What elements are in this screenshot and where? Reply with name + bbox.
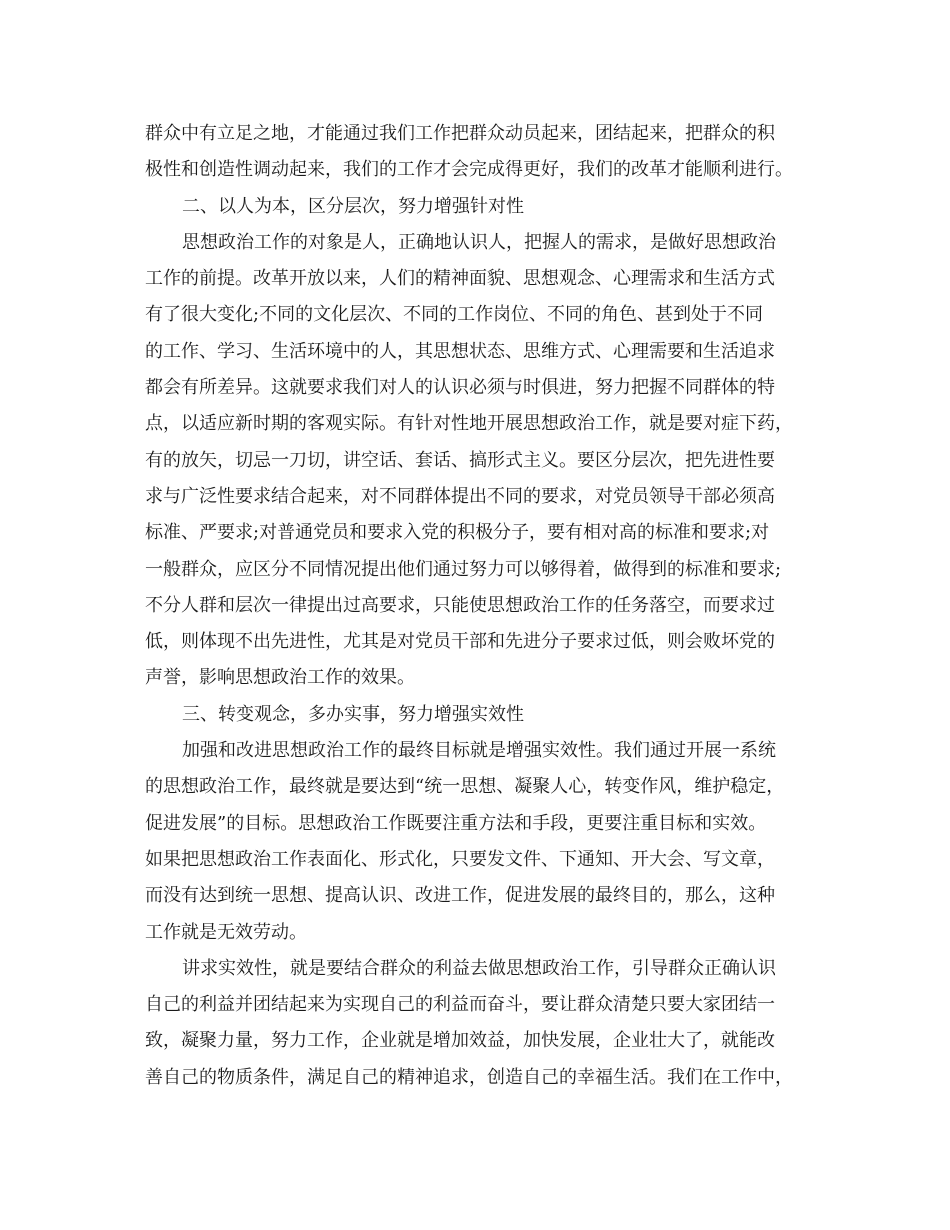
text-line: 二、以人为本，区分层次，努力增强针对性 [182, 195, 524, 217]
text-line: 的工作、学习、生活环境中的人，其思想状态、思维方式、心理需要和生活追求 [145, 340, 775, 362]
text-line: 善自己的物质条件，满足自己的精神追求，创造自己的幸福生活。我们在工作中， [145, 1066, 793, 1088]
text-line: 极性和创造性调动起来，我们的工作才会完成得更好，我们的改革才能顺利进行。 [145, 159, 793, 181]
text-line: 声誉，影响思想政治工作的效果。 [145, 667, 415, 689]
text-line: 三、转变观念，多办实事，努力增强实效性 [182, 703, 524, 725]
text-line: 如果把思想政治工作表面化、形式化，只要发文件、下通知、开大会、写文章， [145, 848, 775, 870]
text-line: 讲求实效性，就是要结合群众的利益去做思想政治工作，引导群众正确认识 [182, 957, 776, 979]
text-line: 标准、严要求;对普通党员和要求入党的积极分子，要有相对高的标准和要求;对 [145, 522, 770, 544]
text-line: 加强和改进思想政治工作的最终目标就是增强实效性。我们通过开展一系统 [182, 740, 776, 762]
text-line: 群众中有立足之地，才能通过我们工作把群众动员起来，团结起来，把群众的积 [145, 123, 775, 144]
text-line: 工作的前提。改革开放以来，人们的精神面貌、思想观念、心理需求和生活方式 [145, 268, 775, 290]
text-line: 有的放矢，切忌一刀切，讲空话、套话、搞形式主义。要区分层次，把先进性要 [145, 449, 775, 471]
body-text [145, 116, 815, 1096]
text-line: 的思想政治工作，最终就是要达到“统一思想、凝聚人心，转变作风，维护稳定， [145, 776, 785, 798]
text-line: 工作就是无效劳动。 [145, 921, 307, 943]
text-line: 有了很大变化;不同的文化层次、不同的工作岗位、不同的角色、甚到处于不同 [145, 304, 764, 326]
text-line: 都会有所差异。这就要求我们对人的认识必须与时俱进，努力把握不同群体的特 [145, 377, 775, 399]
text-line: 而没有达到统一思想、提高认识、改进工作，促进发展的最终目的，那么，这种 [145, 885, 775, 907]
text-line: 思想政治工作的对象是人，正确地认识人，把握人的需求，是做好思想政治 [182, 231, 776, 253]
text-line: 点，以适应新时期的客观实际。有针对性地开展思想政治工作，就是要对症下药， [145, 413, 793, 435]
text-line: 致，凝聚力量，努力工作，企业就是增加效益，加快发展，企业壮大了，就能改 [145, 1030, 775, 1052]
text-line: 自己的利益并团结起来为实现自己的利益而奋斗，要让群众清楚只要大家团结一 [145, 994, 775, 1016]
text-line: 不分人群和层次一律提出过高要求，只能使思想政治工作的任务落空，而要求过 [145, 594, 775, 616]
text-line: 求与广泛性要求结合起来，对不同群体提出不同的要求，对党员领导干部必须高 [145, 485, 775, 507]
text-line: 低，则体现不出先进性，尤其是对党员干部和先进分子要求过低，则会败坏党的 [145, 631, 775, 653]
text-line: 一般群众，应区分不同情况提出他们通过努力可以够得着，做得到的标准和要求; [145, 558, 782, 580]
text-line: 促进发展”的目标。思想政治工作既要注重方法和手段，更要注重目标和实效。 [145, 812, 767, 834]
